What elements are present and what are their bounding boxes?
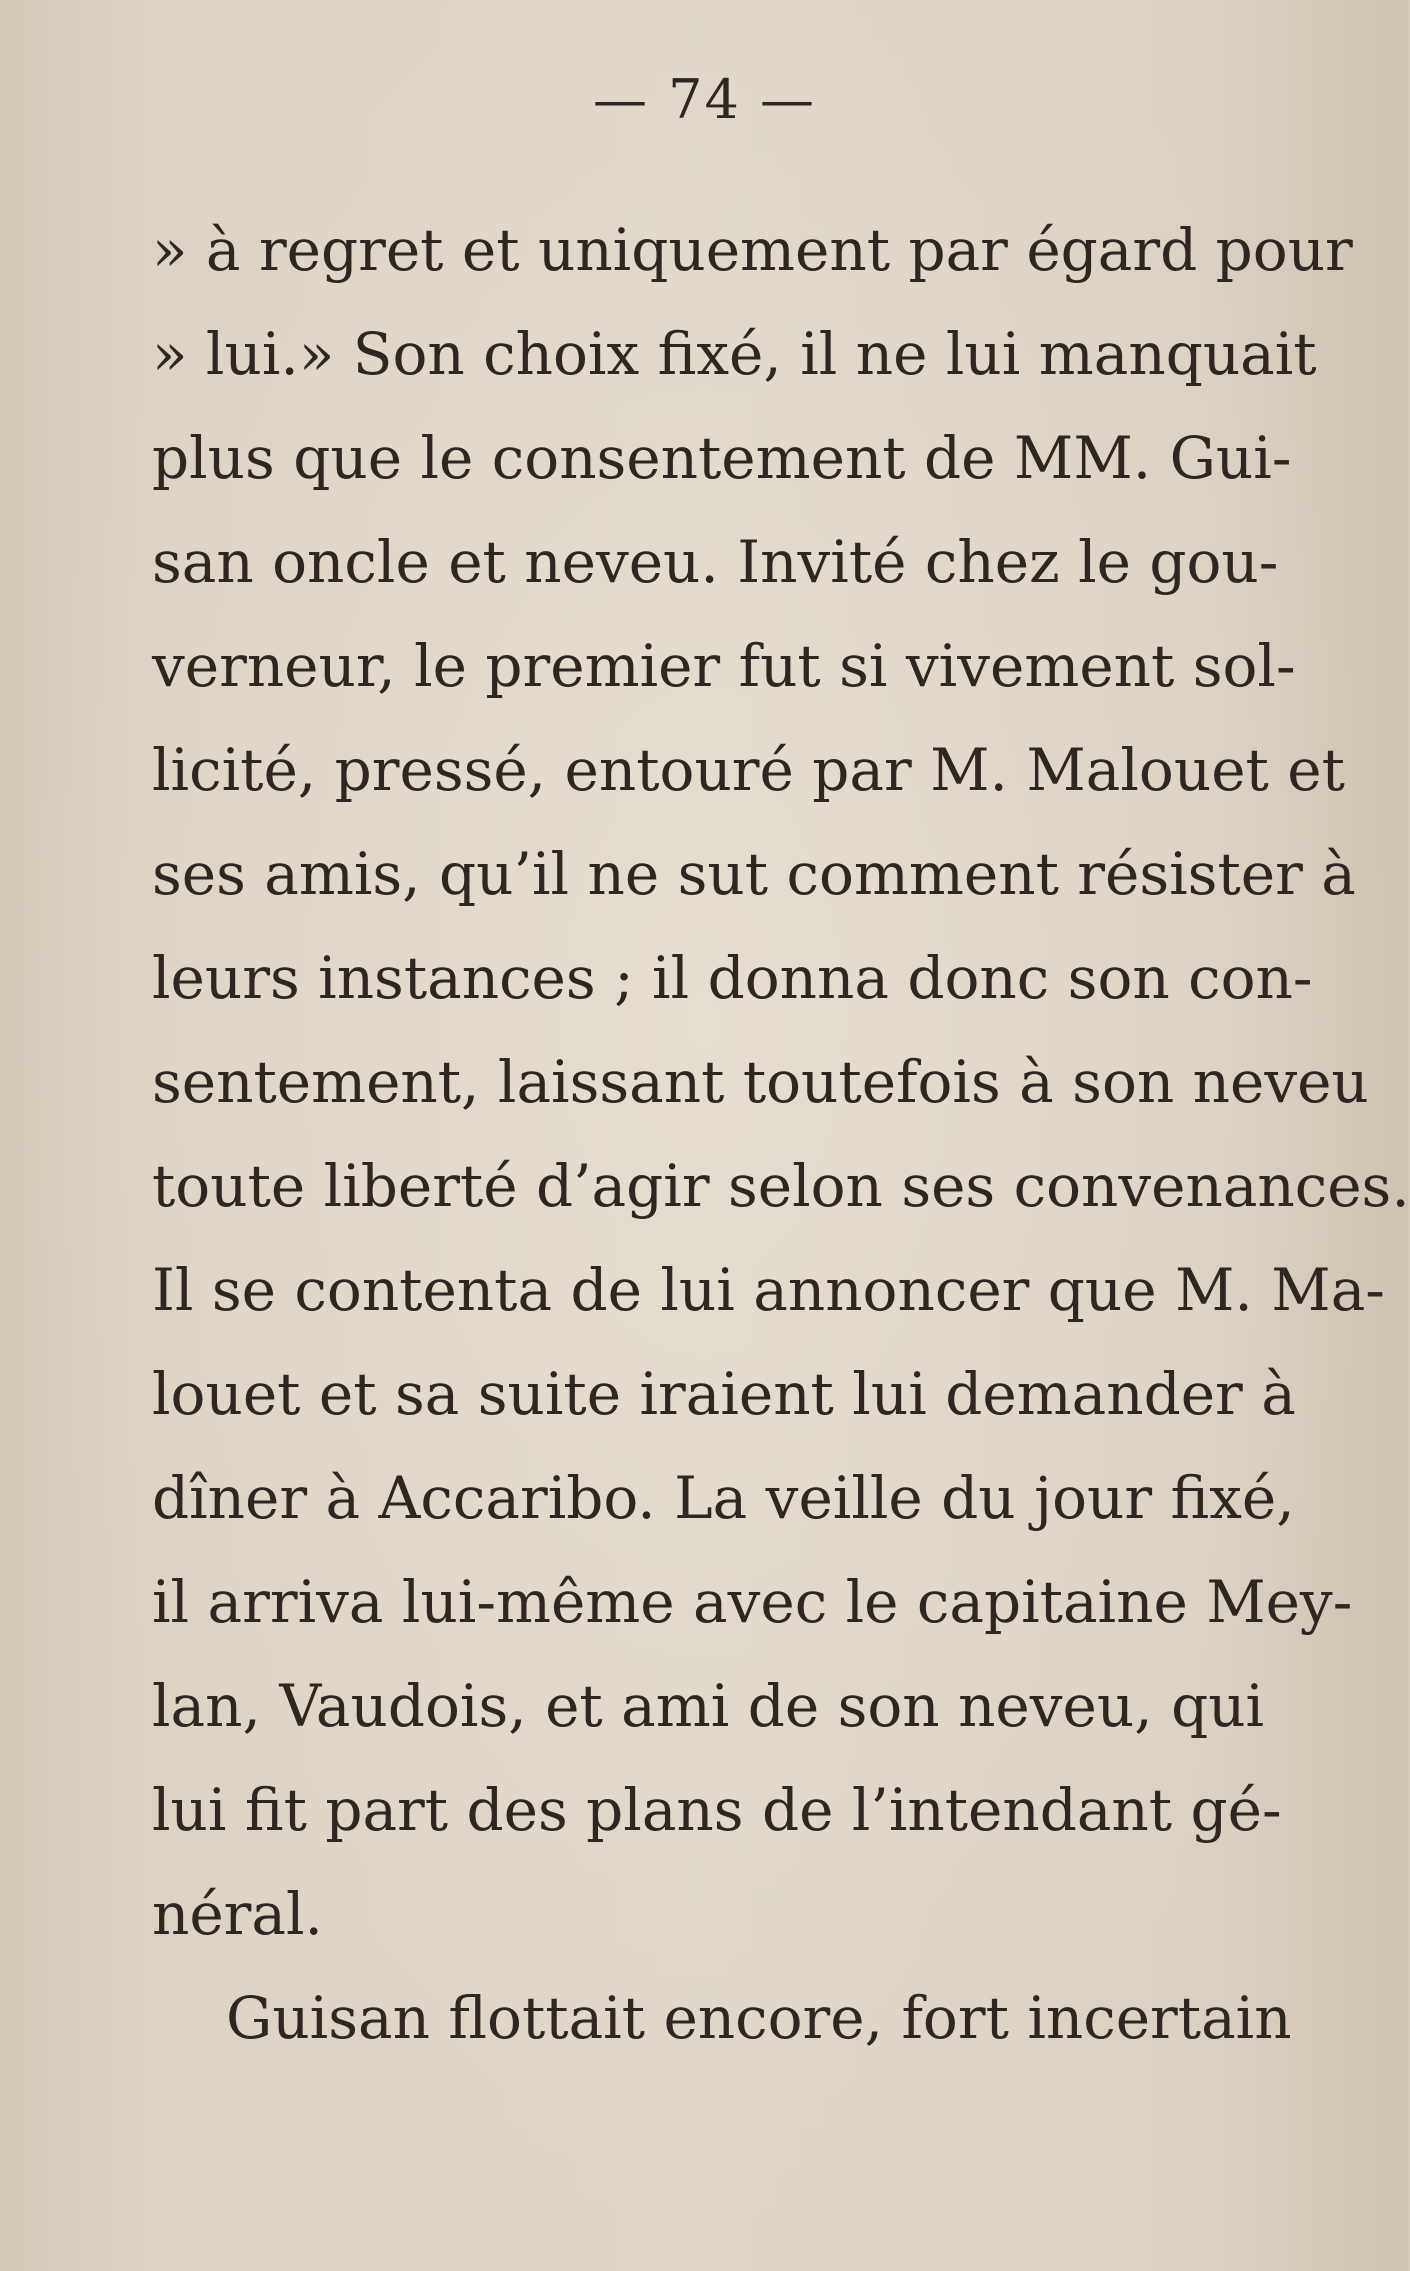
paragraph-start-line: Guisan flottait encore, fort incertain: [226, 1984, 1292, 2052]
text-line: il arriva lui-même avec le capitaine Mey-: [152, 1568, 1353, 1636]
text-line: lui fit part des plans de l’intendant gé-: [152, 1776, 1282, 1844]
text-line: licité, pressé, entouré par M. Malouet et: [152, 736, 1345, 804]
text-line: sentement, laissant toutefois à son neveu: [152, 1048, 1369, 1116]
text-line: Il se contenta de lui annoncer que M. Ma-: [152, 1256, 1385, 1324]
text-line: lan, Vaudois, et ami de son neveu, qui: [152, 1672, 1265, 1740]
text-line: » à regret et uniquement par égard pour: [152, 216, 1353, 284]
page-number: — 74 —: [592, 68, 817, 131]
text-line: dîner à Accaribo. La veille du jour fixé,: [152, 1464, 1295, 1532]
text-line: leurs instances ; il donna donc son con-: [152, 944, 1313, 1012]
text-line: » lui.» Son choix fixé, il ne lui manquait: [152, 320, 1317, 388]
text-line: néral.: [152, 1880, 323, 1948]
text-line: louet et sa suite iraient lui demander à: [152, 1360, 1296, 1428]
text-line: plus que le consentement de MM. Gui-: [152, 424, 1292, 492]
text-line: toute liberté d’agir selon ses convenances.: [152, 1152, 1410, 1220]
text-line: ses amis, qu’il ne sut comment résister à: [152, 840, 1356, 908]
text-line: san oncle et neveu. Invité chez le gou-: [152, 528, 1279, 596]
body-text: [152, 198, 1410, 2070]
text-line: verneur, le premier fut si vivement sol-: [152, 632, 1296, 700]
